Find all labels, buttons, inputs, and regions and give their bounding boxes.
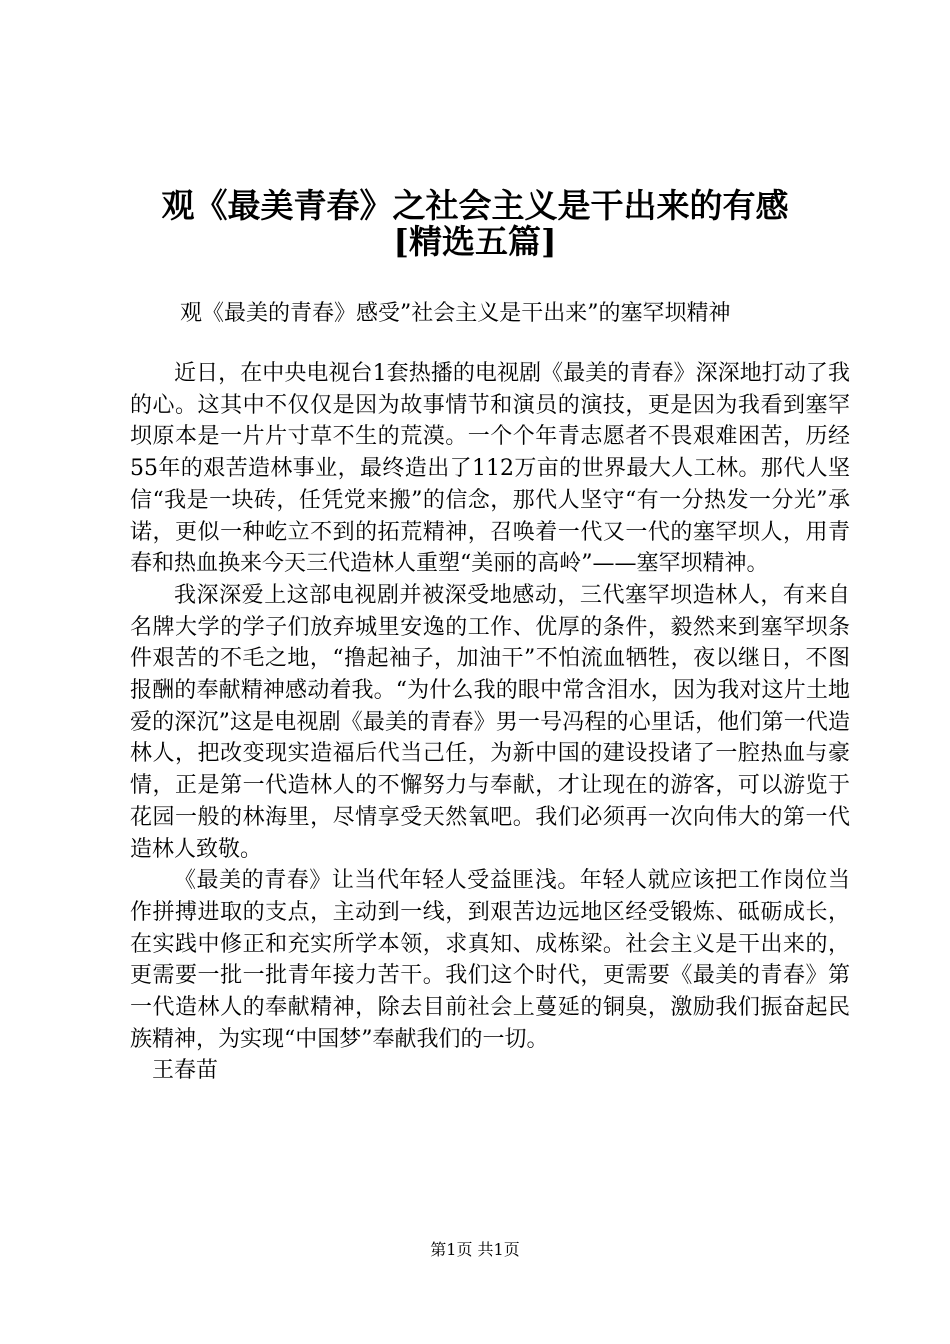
page-footer: 第1页 共1页 <box>430 1240 520 1259</box>
document-title-line-2: [精选五篇] <box>393 222 557 261</box>
document-body <box>130 358 850 1087</box>
document-subtitle: 观《最美的青春》感受”社会主义是干出来”的塞罕坝精神 <box>180 301 731 326</box>
paragraph-1: 近日，在中央电视台1套热播的电视剧《最美的青春》深深地打动了我的心。这其中不仅仅是因为故事情节和演员的演技，更是因为我看到塞罕坝原本是一片片寸草不生的荒漠。一个个年青志愿者不畏艰难困苦，历经55年的艰苦造林事业，最终造出了112万亩的世界最大人工林。那代人坚信“我是一块砖，任凭党来搬”的信念，那代人坚守“有一分热发一分光”承诺，更似一种屹立不到的拓荒精神，召唤着一代又一代的塞罕坝人，用青春和热血换来今天三代造林人重塑“美丽的高岭”——塞罕坝精神。 <box>130 361 850 577</box>
author-name: 王春苗 <box>152 1058 219 1084</box>
paragraph-3: 《最美的青春》让当代年轻人受益匪浅。年轻人就应该把工作岗位当作拼搏进取的支点，主动到一线，到艰苦边远地区经受锻炼、砥砺成长，在实践中修正和充实所学本领，求真知、成栋梁。社会主义是干出来的，更需要一批一批青年接力苦干。我们这个时代，更需要《最美的青春》第一代造林人的奉献精神，除去目前社会上蔓延的铜臭，激励我们振奋起民族精神，为实现“中国梦”奉献我们的一切。 <box>130 868 850 1052</box>
paragraph-2: 我深深爱上这部电视剧并被深受地感动，三代塞罕坝造林人，有来自名牌大学的学子们放弃城里安逸的工作、优厚的条件，毅然来到塞罕坝条件艰苦的不毛之地，“撸起袖子，加油干”不怕流血牺牲，夜以继日，不图报酬的奉献精神感动着我。“为什么我的眼中常含泪水，因为我对这片土地爱的深沉”这是电视剧《最美的青春》男一号冯程的心里话，他们第一代造林人，把改变现实造福后代当己任，为新中国的建设投诸了一腔热血与豪情，正是第一代造林人的不懈努力与奉献，才让现在的游客，可以游览于花园一般的林海里，尽情享受天然氧吧。我们必须再一次向伟大的第一代造林人致敬。 <box>130 582 850 862</box>
document-title-line-1: 观《最美青春》之社会主义是干出来的有感 <box>161 186 789 225</box>
